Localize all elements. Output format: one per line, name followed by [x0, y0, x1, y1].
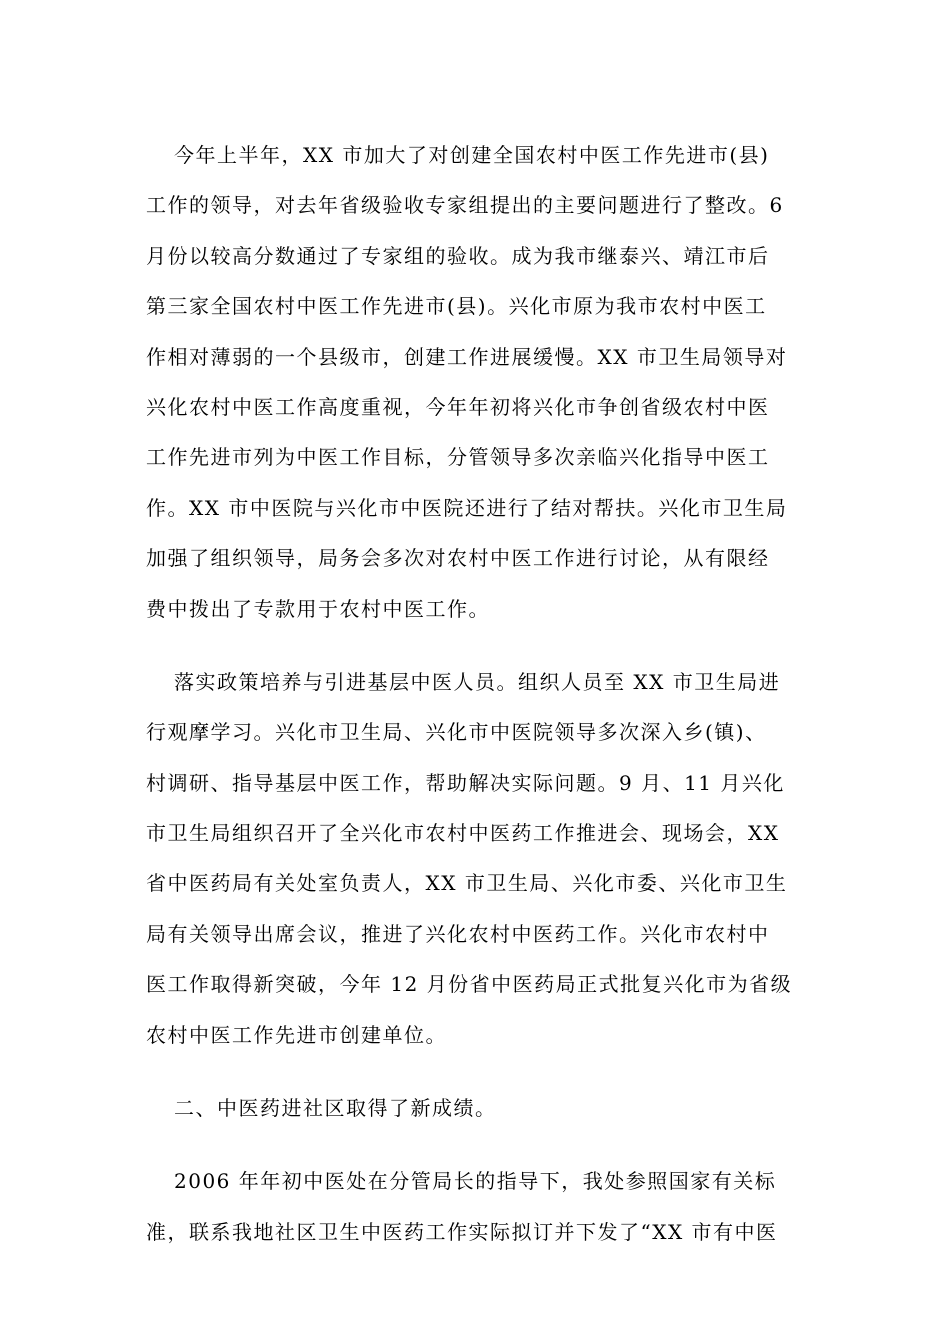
text-line: 作。XX 市中医院与兴化市中医院还进行了结对帮扶。兴化市卫生局: [146, 495, 788, 520]
text-line: 农村中医工作先进市创建单位。: [146, 1022, 447, 1047]
text-line: 兴化农村中医工作高度重视，今年年初将兴化市争创省级农村中医: [146, 394, 770, 419]
text-line: 2006 年年初中医处在分管局长的指导下，我处参照国家有关标: [174, 1169, 777, 1194]
paragraph-gap: [146, 634, 806, 657]
paragraph-community: [146, 1156, 806, 1257]
text-line: 行观摩学习。兴化市卫生局、兴化市中医院领导多次深入乡(镇)、: [146, 720, 767, 745]
text-line: 今年上半年，XX 市加大了对创建全国农村中医工作先进市(县): [174, 143, 770, 167]
text-line: 市卫生局组织召开了全兴化市农村中医药工作推进会、现场会，XX: [146, 821, 780, 846]
section-heading: [146, 1083, 806, 1133]
heading-line: 二、中医药进社区取得了新成绩。: [174, 1096, 497, 1121]
text-line: 医工作取得新突破，今年 12 月份省中医药局正式批复兴化市为省级: [146, 972, 793, 997]
text-line: 费中拨出了专款用于农村中医工作。: [146, 596, 490, 621]
paragraph-leadership: [146, 130, 806, 634]
text-line: 第三家全国农村中医工作先进市(县)。兴化市原为我市农村中医工: [146, 294, 767, 319]
text-line: 工作先进市列为中医工作目标，分管领导多次亲临兴化指导中医工: [146, 445, 770, 470]
text-line: 村调研、指导基层中医工作，帮助解决实际问题。9 月、11 月兴化: [146, 770, 785, 795]
text-line: 落实政策培养与引进基层中医人员。组织人员至 XX 市卫生局进: [174, 669, 781, 694]
paragraph-gap: [146, 1133, 806, 1156]
text-line: 省中医药局有关处室负责人，XX 市卫生局、兴化市委、兴化市卫生: [146, 871, 788, 896]
text-line: 加强了组织领导，局务会多次对农村中医工作进行讨论，从有限经: [146, 546, 770, 571]
text-line: 作相对薄弱的一个县级市，创建工作进展缓慢。XX 市卫生局领导对: [146, 344, 788, 369]
document-body: [146, 130, 806, 1257]
text-line: 工作的领导，对去年省级验收专家组提出的主要问题进行了整改。6: [146, 193, 784, 218]
text-line: 月份以较高分数通过了专家组的验收。成为我市继泰兴、靖江市后: [146, 243, 770, 268]
text-line: 局有关领导出席会议，推进了兴化农村中医药工作。兴化市农村中: [146, 921, 770, 946]
paragraph-gap: [146, 1060, 806, 1083]
text-line: 准，联系我地社区卫生中医药工作实际拟订并下发了“XX 市有中医: [146, 1219, 778, 1244]
paragraph-policy: [146, 657, 806, 1060]
